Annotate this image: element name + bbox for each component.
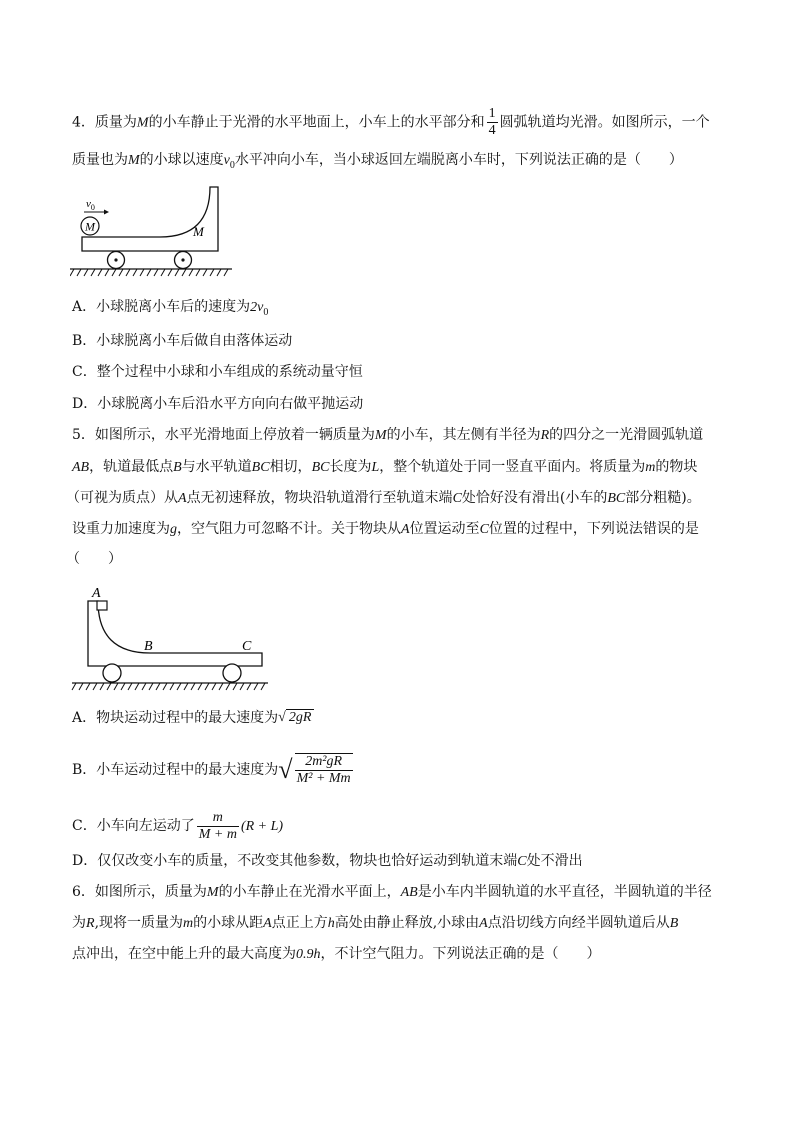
q5-answer-bracket: （ ）	[66, 551, 122, 567]
ball-label: M	[85, 219, 95, 234]
cart-label: M	[193, 224, 204, 239]
q6-stem-line1: 6．如图所示，质量为M的小车静止在光滑水平面上，AB是小车内半圆轨道的水平直径，半圆轨道的半径	[72, 884, 712, 900]
q5-option-c[interactable]: C．小车向左运动了 $\frac{m}{M + m}$ (R + L)	[72, 809, 284, 842]
q5-option-a[interactable]: A．物块运动过程中的最大速度为√ 2gR	[72, 708, 314, 728]
wheel-left	[103, 664, 121, 682]
q4-option-a[interactable]: A．小球脱离小车后的速度为$2v_0$	[72, 299, 269, 318]
point-b-label: B	[144, 639, 153, 654]
q4-option-d[interactable]: D．小球脱离小车后沿水平方向向右做平抛运动	[72, 396, 364, 412]
q5-stem-line4: 设重力加速度为g，空气阻力可忽略不计。关于物块从A位置运动至C位置的过程中，下列说法错误的是	[72, 521, 699, 537]
velocity-label: $v_0$	[86, 198, 95, 212]
q6-stem-line2: 为R,现将一质量为m的小球从距A点正上方h高处由静止释放,小球由A点沿切线方向经半圆轨道后从B	[72, 915, 679, 931]
q5-cart-figure	[70, 582, 280, 692]
wheel-right	[223, 664, 241, 682]
sqrt-expression: √ 2gR	[278, 708, 314, 728]
one-quarter-fraction: $\frac{1}{4}$	[488, 106, 496, 138]
q5-stem-line1: 5．如图所示，水平光滑地面上停放着一辆质量为M的小车，其左侧有半径为R的四分之一光滑圆弧轨道	[72, 427, 704, 443]
q4-stem-line1: 4．质量为M的小车静止于光滑的水平地面上，小车上的水平部分和 $\frac{1}{4}$ 圆弧轨道均光滑。如图所示，一个	[72, 106, 710, 138]
q4-option-b[interactable]: B．小球脱离小车后做自由落体运动	[72, 333, 293, 349]
q5-option-d[interactable]: D．仅仅改变小车的质量，不改变其他参数，物块也恰好运动到轨道末端C处不滑出	[72, 853, 583, 869]
block	[97, 601, 107, 610]
q5-stem-line3: （可视为质点）从A点无初速释放，物块沿轨道滑行至轨道末端C处恰好没有滑出(小车的BC部分粗糙)。	[66, 490, 701, 506]
point-c-label: C	[242, 639, 252, 654]
q5-stem-line2: AB，轨道最低点B与水平轨道BC相切，BC长度为L，整个轨道处于同一竖直平面内。将质量为m的物块	[72, 459, 698, 475]
q5-option-b[interactable]: B．小车运动过程中的最大速度为√ $\frac{\text{2m²gR}}{\text{M² + Mm}}$	[72, 754, 351, 786]
q4-stem-line2: 质量也为M的小球以速度$v_0$水平冲向小车，当小球返回左端脱离小车时，下列说法正确的是（ ）	[72, 152, 683, 171]
q4-option-c[interactable]: C．整个过程中小球和小车组成的系统动量守恒	[72, 364, 363, 380]
q4-cart-figure	[70, 185, 240, 280]
q6-stem-line3: 点冲出，在空中能上升的最大高度为0.9h，不计空气阻力。下列说法正确的是（ ）	[72, 946, 601, 962]
point-a-label: A	[92, 586, 101, 601]
